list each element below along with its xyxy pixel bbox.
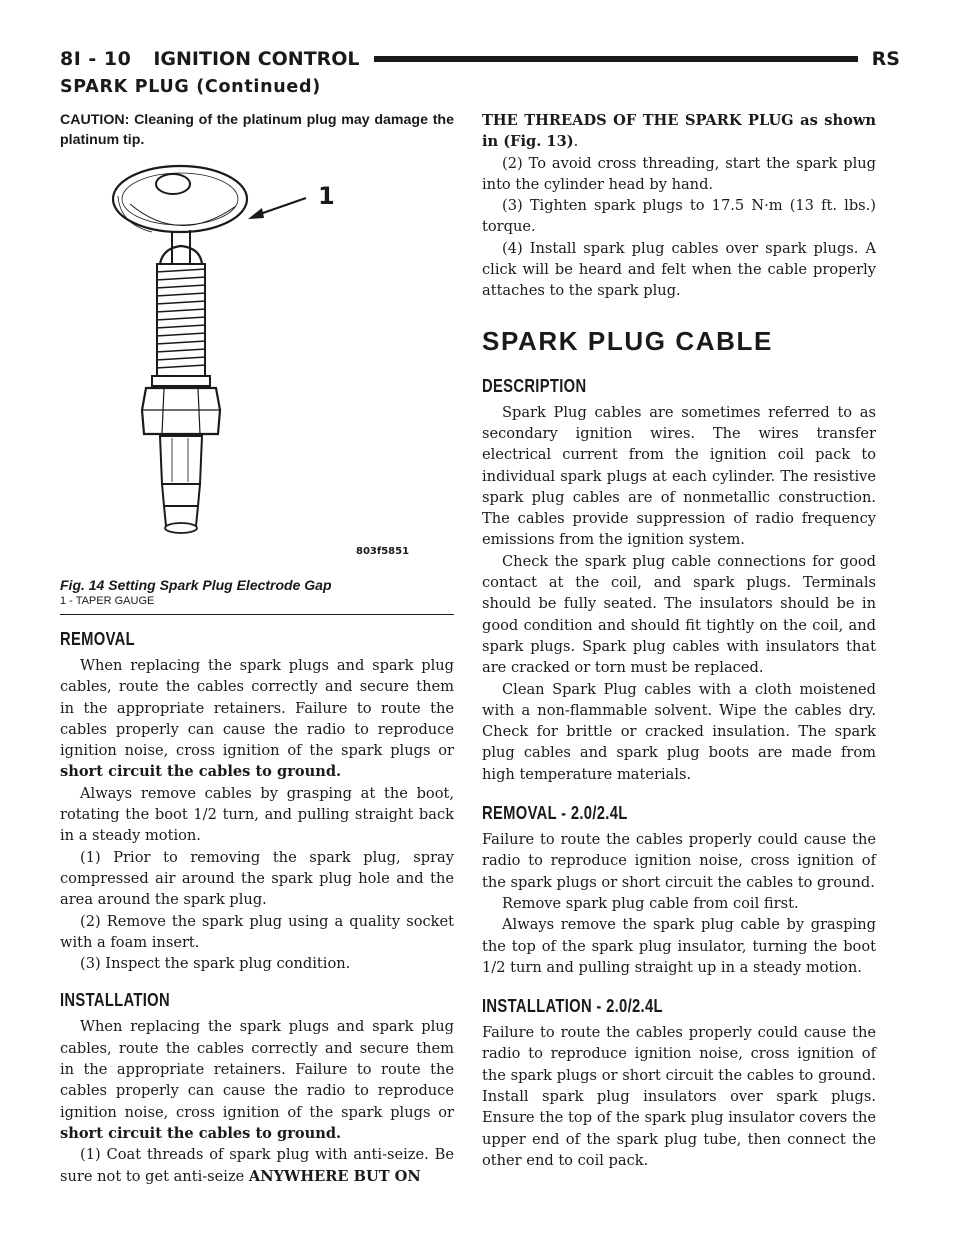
model-code: RS [871, 48, 900, 70]
installation-step-2: (2) To avoid cross threading, start the spark plug into the cylinder head by hand. [482, 154, 876, 193]
cable-removal-paragraph-2: Remove spark plug cable from coil first. [502, 894, 799, 912]
callout-number: 1 [318, 182, 335, 210]
installation-heading: INSTALLATION [60, 990, 170, 1011]
section-title: IGNITION CONTROL [153, 48, 360, 70]
installation-step-1-continued: THE THREADS OF THE SPARK PLUG as shown in (Fig. 13). [482, 112, 876, 151]
removal-heading: REMOVAL [60, 629, 136, 649]
figure-code: 803f5851 [356, 546, 410, 557]
insulator [160, 436, 202, 484]
figure-14 [60, 154, 454, 576]
spark-plug-cable-title: SPARK PLUG CABLE [482, 325, 773, 356]
removal-paragraph-1: When replacing the spark plugs and spark plug cables, route the cables correctly and secure them in the appropriate retainers. Failure to route the cables properly can cause the radio to reproduce ignition noise, cross ignition of the spark plugs or short circuit the cables to ground. [60, 657, 454, 781]
installation-paragraph-1: When replacing the spark plugs and spark plug cables, route the cables correctly and secure them in the appropriate retainers. Failure to route the cables properly can cause the radio to reproduce ignition noise, cross ignition of the spark plugs or short circuit the cables to ground. [60, 1018, 454, 1142]
left-column [60, 110, 454, 1187]
gasket [152, 376, 210, 386]
page-header [60, 44, 900, 74]
removal-step-1: (1) Prior to removing the spark plug, spray compressed air around the spark plug hole and the area around the spark plug. [60, 848, 454, 909]
removal-step-2: (2) Remove the spark plug using a quality socket with a foam insert. [60, 912, 454, 951]
caution-note: CAUTION: Cleaning of the platinum plug may damage the platinum tip. [60, 112, 454, 148]
spark-plug-threads [156, 264, 206, 376]
callout-arrow [260, 198, 306, 214]
installation-step-4: (4) Install spark plug cables over spark plugs. A click will be heard and felt when the cable properly attaches to the spark plug. [482, 239, 876, 300]
spark-plug-gauge-illustration [60, 154, 454, 576]
description-paragraph-3: Clean Spark Plug cables with a cloth moistened with a non-flammable solvent. Wipe the cables dry. Check for brittle or cracked insulation. The spark plug cables and spark plug boots are made from high temperature materials. [482, 680, 876, 783]
cable-removal-paragraph-1: Failure to route the cables properly could cause the radio to reproduce ignition noise, cross ignition of the spark plugs or short circuit the cables to ground. [482, 831, 876, 891]
right-column [482, 110, 876, 1171]
figure-rule [60, 609, 454, 615]
terminal [165, 523, 197, 533]
installation-step-1: (1) Coat threads of spark plug with anti-seize. Be sure not to get anti-seize ANYWHERE BUT ON [60, 1146, 454, 1185]
cable-removal-heading: REMOVAL - 2.0/2.4L [482, 803, 628, 824]
description-heading: DESCRIPTION [482, 375, 587, 396]
figure-caption: Fig. 14 Setting Spark Plug Electrode Gap [60, 577, 332, 593]
header-rule [374, 56, 858, 62]
hex-body [142, 388, 220, 434]
cable-installation-heading: INSTALLATION - 2.0/2.4L [482, 996, 663, 1017]
figure-key: 1 - TAPER GAUGE [60, 595, 155, 607]
installation-step-3: (3) Tighten spark plugs to 17.5 N·m (13 ft. lbs.) torque. [482, 197, 876, 236]
cable-removal-paragraph-3: Always remove the spark plug cable by grasping the top of the spark plug insulator, turning the boot 1/2 turn and pulling straight up in a steady motion. [482, 916, 876, 976]
description-paragraph-2: Check the spark plug cable connections for good contact at the coil, and spark plugs. Terminals should be fully seated. The insulators should be in good condition and should fit tightly on the coil, and spark plugs. Spark plug cables with insulators that are cracked or torn must be replaced. [482, 552, 876, 677]
cable-installation-paragraph-1: Failure to route the cables properly could cause the radio to reproduce ignition noise, cross ignition of the spark plugs or short circuit the cables to ground. Install spark plug insulators over spark plugs. Ensure the top of the spark plug insulator covers the upper end of the spark plug tube, then connect the other end to coil pack. [482, 1024, 876, 1169]
removal-paragraph-2: Always remove cables by grasping at the boot, rotating the boot 1/2 turn, and pulling straight back in a steady motion. [60, 784, 454, 845]
removal-step-3: (3) Inspect the spark plug condition. [80, 955, 351, 973]
description-paragraph-1: Spark Plug cables are sometimes referred to as secondary ignition wires. The wires transfer electrical current from the ignition coil pack to individual spark plugs at each cylinder. The resistive spark plug cables are of nonmetallic construction. The cables provide suppression of radio frequency emissions from the ignition system. [482, 403, 876, 549]
continued-title: SPARK PLUG (Continued) [60, 77, 321, 97]
page-number: 8I - 10 [60, 48, 132, 70]
gauge-hole [156, 174, 190, 194]
